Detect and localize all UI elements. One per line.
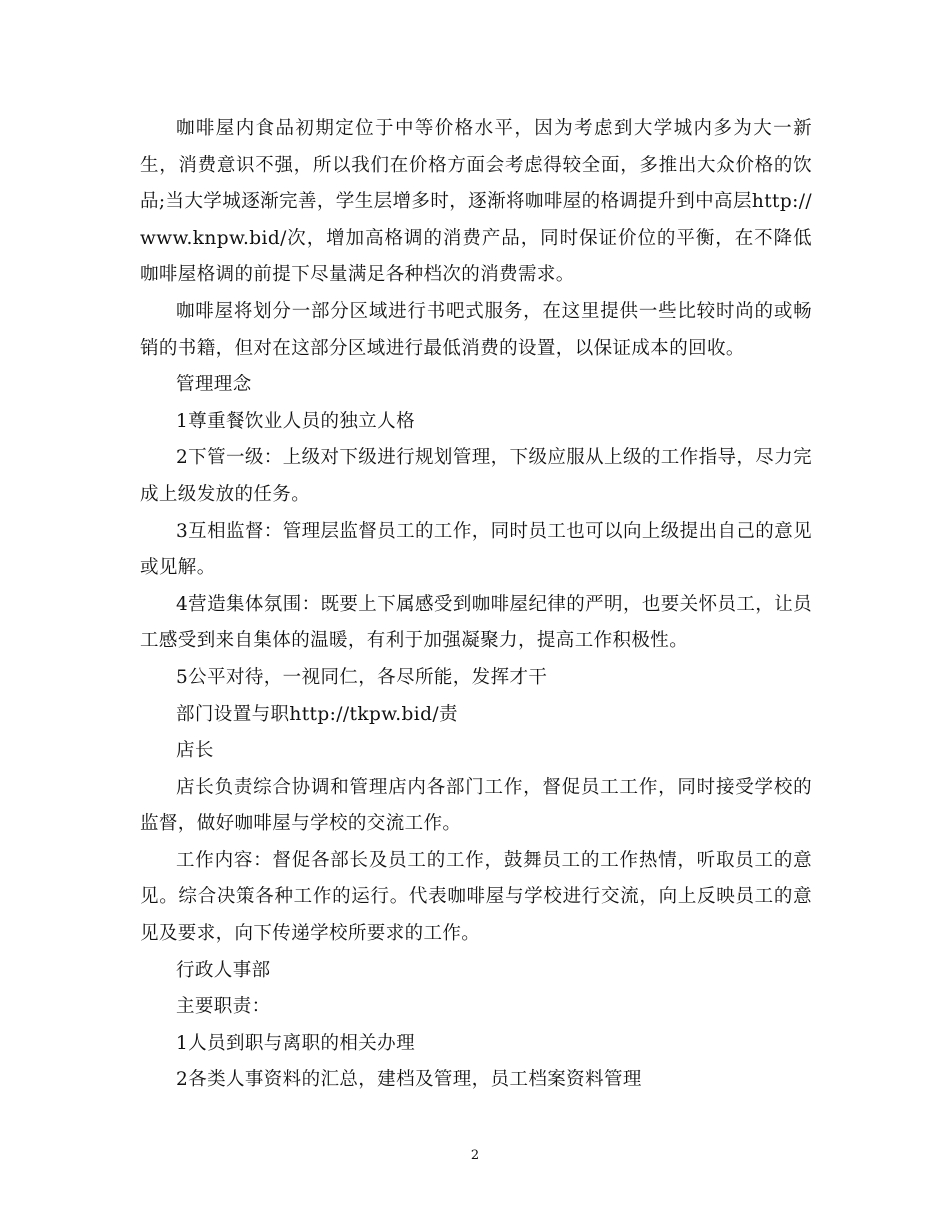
list-item-one-level-down: 2下管一级：上级对下级进行规划管理，下级应服从上级的工作指导，尽力完成上级发放的任务。 [140,447,812,505]
list-item-records: 2各类人事资料的汇总，建档及管理，员工档案资料管理 [176,1069,642,1091]
paragraph-book-bar: 咖啡屋将划分一部分区域进行书吧式服务，在这里提供一些比较时尚的或畅销的书籍，但对在这部分区域进行最低消费的设置，以保证成本的回收。 [140,300,812,359]
paragraph-pricing: 咖啡屋内食品初期定位于中等价格水平，因为考虑到大学城内多为大一新生，消费意识不强，所以我们在价格方面会考虑得较全面，多推出大众价格的饮品;当大学城逐渐完善，学生层增多时，逐渐将咖啡屋的格调提升到中高层http://www.knpw.bid/次，增加高格调的消费产品，同时保证价位的平衡，在不降低咖啡屋格调的前提下尽量满足各种档次的消费需求。 [140,118,812,286]
document-body [140,111,812,1099]
page-number: 2 [470,1148,480,1163]
heading-management-philosophy: 管理理念 [176,374,252,396]
list-item-respect: 1尊重餐饮业人员的独立人格 [176,410,415,432]
heading-departments: 部门设置与职http://tkpw.bid/责 [176,703,458,725]
list-item-mutual-supervision: 3互相监督：管理层监督员工的工作，同时员工也可以向上级提出自己的意见或见解。 [140,520,812,579]
list-item-fair-treatment: 5公平对待，一视同仁，各尽所能，发挥才干 [176,666,548,688]
paragraph-work-content: 工作内容：督促各部长及员工的工作，鼓舞员工的工作热情，听取员工的意见。综合决策各种工作的运行。代表咖啡屋与学校进行交流，向上反映员工的意见及要求，向下传递学校所要求的工作。 [140,849,812,945]
heading-admin-hr: 行政人事部 [176,959,271,981]
heading-main-duties: 主要职责： [176,996,271,1018]
paragraph-manager-duties: 店长负责综合协调和管理店内各部门工作，督促员工工作，同时接受学校的监督，做好咖啡屋与学校的交流工作。 [140,776,812,835]
heading-store-manager: 店长 [176,740,214,762]
list-item-onboarding: 1人员到职与离职的相关办理 [176,1032,415,1054]
list-item-collective-atmosphere: 4营造集体氛围：既要上下属感受到咖啡屋纪律的严明，也要关怀员工，让员工感受到来自集体的温暖，有利于加强凝聚力，提高工作积极性。 [140,593,812,652]
